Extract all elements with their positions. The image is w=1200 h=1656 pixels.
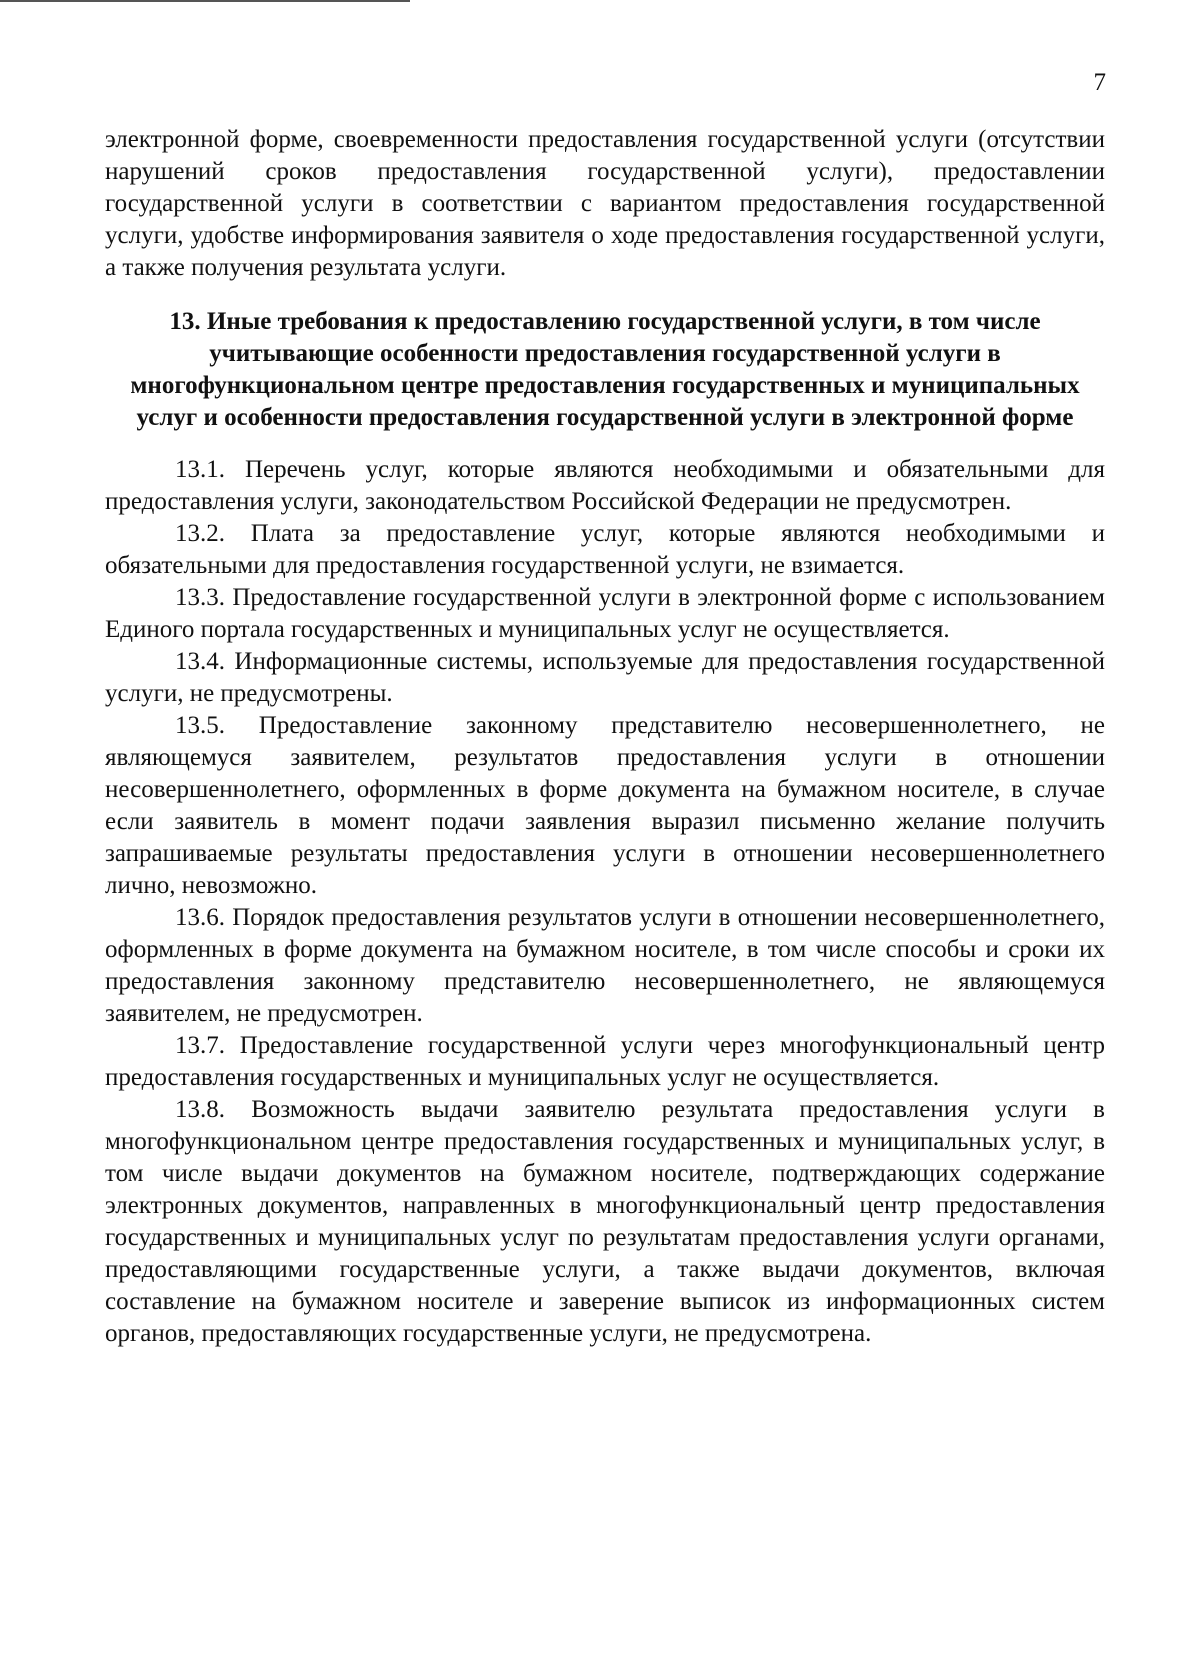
scan-artifact-line [0, 0, 410, 2]
paragraph-13-3: 13.3. Предоставление государственной услуги в электронной форме с использованием Единого портала государственных и муниципальных услуг не осуществляется. [105, 584, 1105, 643]
paragraph-13-6: 13.6. Порядок предоставления результатов услуги в отношении несовершеннолетнего, оформленных в форме документа на бумажном носителе, в том числе способы и сроки их предоставления законному представителю несовершеннолетнего, не являющемуся заявителем, не предусмотрен. [105, 904, 1105, 1027]
paragraph-13-2: 13.2. Плата за предоставление услуг, которые являются необходимыми и обязательными для предоставления государственной услуги, не взимается. [105, 520, 1105, 579]
paragraph-13-7: 13.7. Предоставление государственной услуги через многофункциональный центр предоставления государственных и муниципальных услуг не осуществляется. [105, 1032, 1105, 1091]
document-body [105, 124, 1105, 1350]
paragraph-13-4: 13.4. Информационные системы, используемые для предоставления государственной услуги, не предусмотрены. [105, 648, 1105, 707]
page-number: 7 [1093, 69, 1106, 96]
section-heading: 13. Иные требования к предоставлению государственной услуги, в том числе учитывающие особенности предоставления государственной услуги в многофункциональном центре предоставления государственных и муниципальных услуг и особенности предоставления государственной услуги в электронной форме [130, 308, 1080, 431]
paragraph-13-5: 13.5. Предоставление законному представителю несовершеннолетнего, не являющемуся заявителем, результатов предоставления услуги в отношении несовершеннолетнего, оформленных в форме документа на бумажном носителе, в случае если заявитель в момент подачи заявления выразил письменно желание получить запрашиваемые результаты предоставления услуги в отношении несовершеннолетнего лично, невозможно. [105, 712, 1105, 899]
paragraph-13-8: 13.8. Возможность выдачи заявителю результата предоставления услуги в многофункциональном центре предоставления государственных и муниципальных услуг, в том числе выдачи документов на бумажном носителе, подтверждающих содержание электронных документов, направленных в многофункциональный центр предоставления государственных и муниципальных услуг по результатам предоставления услуги органами, предоставляющими государственные услуги, а также выдачи документов, включая составление на бумажном носителе и заверение выписок из информационных систем органов, предоставляющих государственные услуги, не предусмотрена. [105, 1096, 1105, 1347]
intro-paragraph: электронной форме, своевременности предоставления государственной услуги (отсутствии нарушений сроков предоставления государственной услуги), предоставлении государственной услуги в соответствии с вариантом предоставления государственной услуги, удобстве информирования заявителя о ходе предоставления государственной услуги, а также получения результата услуги. [105, 126, 1105, 281]
paragraph-13-1: 13.1. Перечень услуг, которые являются необходимыми и обязательными для предоставления услуги, законодательством Российской Федерации не предусмотрен. [105, 456, 1105, 515]
